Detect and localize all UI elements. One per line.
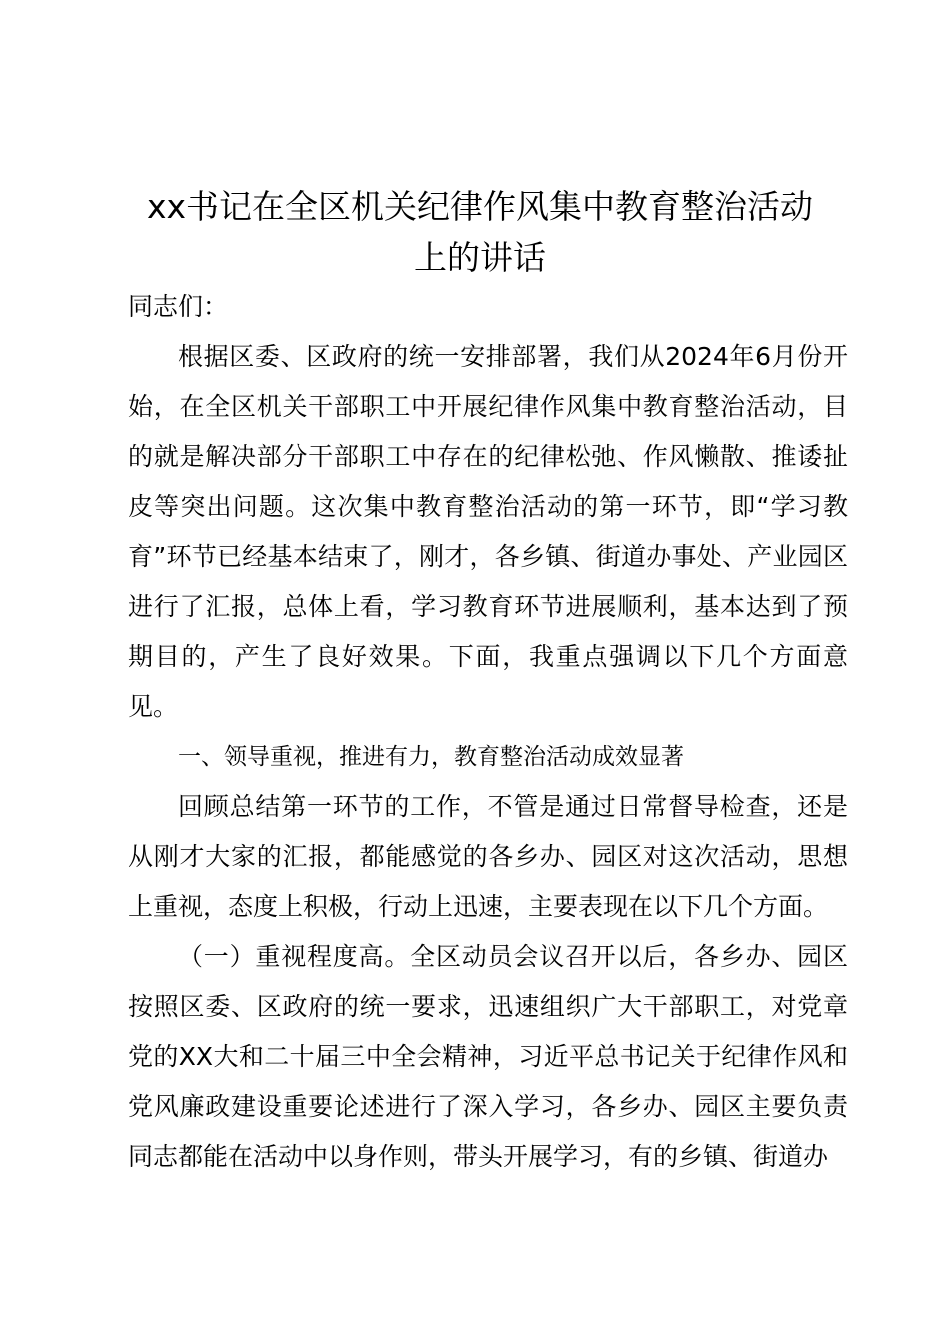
title-line-2: 上的讲话 xyxy=(414,238,546,277)
paragraph-intro: 根据区委、区政府的统一安排部署，我们从2024年6月份开始，在全区机关干部职工中开展纪律作风集中教育整治活动，目的就是解决部分干部职工中存在的纪律松弛、作风懒散、推诿扯皮等突出问题。这次集中教育整治活动的第一环节，即“学习教育”环节已经基本结束了，刚才，各乡镇、街道办事处、产业园区进行了汇报，总体上看，学习教育环节进展顺利，基本达到了预期目的，产生了良好效果。下面，我重点强调以下几个方面意见。 xyxy=(128,342,848,721)
paragraph-subsection-1: （一）重视程度高。全区动员会议召开以后，各乡办、园区按照区委、区政府的统一要求，迅速组织广大干部职工，对党章党的XX大和二十届三中全会精神，习近平总书记关于纪律作风和党风廉政建设重要论述进行了深入学习，各乡办、园区主要负责同志都能在活动中以身作则，带头开展学习，有的乡镇、街道办 xyxy=(128,942,848,1171)
paragraph-review: 回顾总结第一环节的工作，不管是通过日常督导检查，还是从刚才大家的汇报，都能感觉的各乡办、园区对这次活动，思想上重视，态度上积极，行动上迅速，主要表现在以下几个方面。 xyxy=(128,792,848,921)
section-heading-1: 一、领导重视，推进有力，教育整治活动成效显著 xyxy=(178,744,684,770)
document-body xyxy=(128,282,848,1182)
salutation: 同志们： xyxy=(128,292,229,321)
title-line-1: xx书记在全区机关纪律作风集中教育整治活动 xyxy=(146,187,814,226)
document-title xyxy=(110,181,850,283)
